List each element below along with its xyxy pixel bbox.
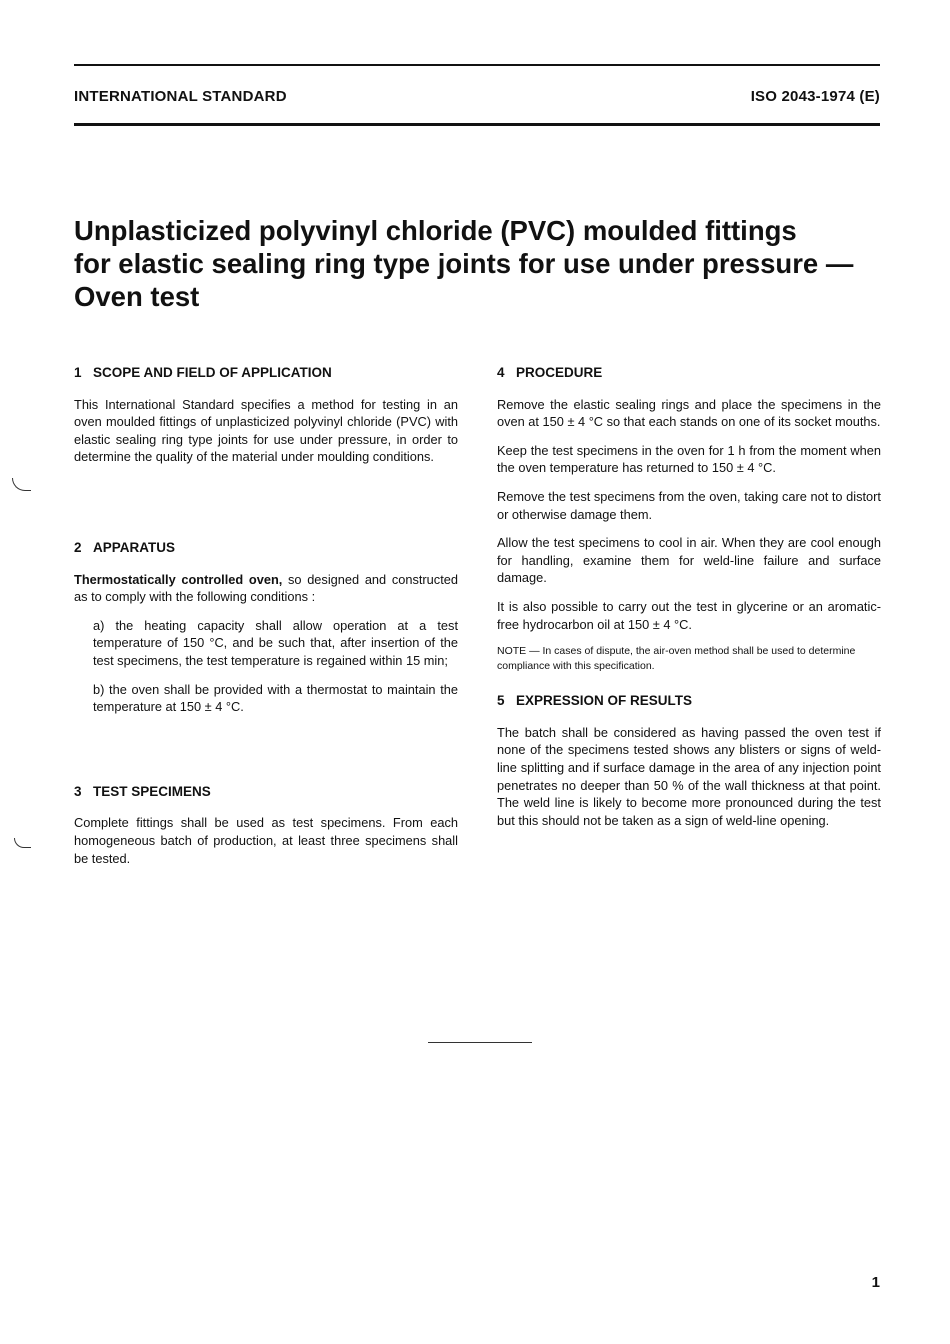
procedure-paragraph-3: Remove the test specimens from the oven, taking care not to distort or otherwise damage them. xyxy=(497,488,881,522)
section-number: 4 xyxy=(497,365,505,380)
apparatus-description: so designed and constructed as to comply with the following conditions : xyxy=(74,571,458,605)
margin-bracket-mark xyxy=(14,838,31,848)
header-standard-number: ISO 2043-1974 (E) xyxy=(750,88,880,105)
section-expression-of-results xyxy=(497,692,881,829)
section-procedure xyxy=(497,364,881,674)
section-procedure-heading xyxy=(497,364,881,382)
section-results-heading xyxy=(497,692,881,710)
apparatus-paragraph xyxy=(74,571,458,606)
procedure-paragraph-5: It is also possible to carry out the test in glycerine or an aromatic-free hydrocarbon oil at 150 ± 4 °C. xyxy=(497,598,881,632)
header-standard-label: INTERNATIONAL STANDARD xyxy=(74,88,287,105)
apparatus-condition-a: a) the heating capacity shall allow operation at a test temperature of 150 °C, and be such that, after insertion of the test specimens, the test temperature is regained within 15 min; xyxy=(93,617,458,668)
test-specimens-paragraph: Complete fittings shall be used as test specimens. From each homogeneous batch of production, at least three specimens shall be tested. xyxy=(74,815,458,866)
procedure-paragraph-1: Remove the elastic sealing rings and place the specimens in the oven at 150 ± 4 °C so that each stands on one of its socket mouths. xyxy=(497,396,881,430)
section-title: EXPRESSION OF RESULTS xyxy=(516,693,693,709)
header-top-rule xyxy=(74,64,880,66)
end-of-text-rule xyxy=(428,1042,532,1043)
right-column xyxy=(497,364,881,840)
title-line-1: Unplasticized polyvinyl chloride (PVC) moulded fittings xyxy=(74,215,797,246)
apparatus-term: Thermostatically controlled oven, xyxy=(74,571,283,587)
section-scope-heading xyxy=(74,364,458,382)
section-title: APPARATUS xyxy=(93,539,176,555)
section-test-specimens xyxy=(74,783,458,867)
section-title: TEST SPECIMENS xyxy=(93,783,211,799)
section-number: 1 xyxy=(74,365,82,380)
margin-bracket-mark xyxy=(12,478,31,491)
left-column xyxy=(74,364,458,878)
section-number: 2 xyxy=(74,539,82,555)
header-bottom-rule xyxy=(74,123,880,126)
results-paragraph: The batch shall be considered as having passed the oven test if none of the specimens tested shows any blisters or signs of weld-line splitting and if surface damage in the area of any injection point penetrates no deeper than 50 % of the wall thickness at that point. The weld line is likely to become more pronounced during the test but this should not be taken as a sign of weld-line opening. xyxy=(497,724,881,828)
procedure-note: NOTE — In cases of dispute, the air-oven method shall be used to determine compliance with this specification. xyxy=(497,645,856,673)
section-number: 3 xyxy=(74,783,82,799)
section-apparatus-heading xyxy=(74,539,458,557)
section-apparatus xyxy=(74,539,458,716)
section-title: PROCEDURE xyxy=(516,365,603,380)
title-line-2: for elastic sealing ring type joints for use under pressure — xyxy=(74,248,854,279)
procedure-paragraph-4: Allow the test specimens to cool in air. When they are cool enough for handling, examine them for weld-line failure and surface damage. xyxy=(497,535,881,586)
scope-paragraph: This International Standard specifies a method for testing in an oven moulded fittings of unplasticized polyvinyl chloride (PVC) with elastic sealing ring type joints for use under pressure, in order to determine the quality of the material under moulding conditions. xyxy=(74,396,458,465)
page-number: 1 xyxy=(871,1274,880,1291)
procedure-paragraph-2: Keep the test specimens in the oven for 1 h from the moment when the oven temperature has returned to 150 ± 4 °C. xyxy=(497,442,881,476)
section-number: 5 xyxy=(497,693,505,709)
apparatus-condition-b: b) the oven shall be provided with a thermostat to maintain the temperature at 150 ± 4 °C. xyxy=(93,681,458,715)
section-title: SCOPE AND FIELD OF APPLICATION xyxy=(93,365,332,380)
document-title xyxy=(74,214,880,313)
section-test-specimens-heading xyxy=(74,783,458,801)
section-scope xyxy=(74,364,458,466)
title-line-3: Oven test xyxy=(74,281,200,312)
